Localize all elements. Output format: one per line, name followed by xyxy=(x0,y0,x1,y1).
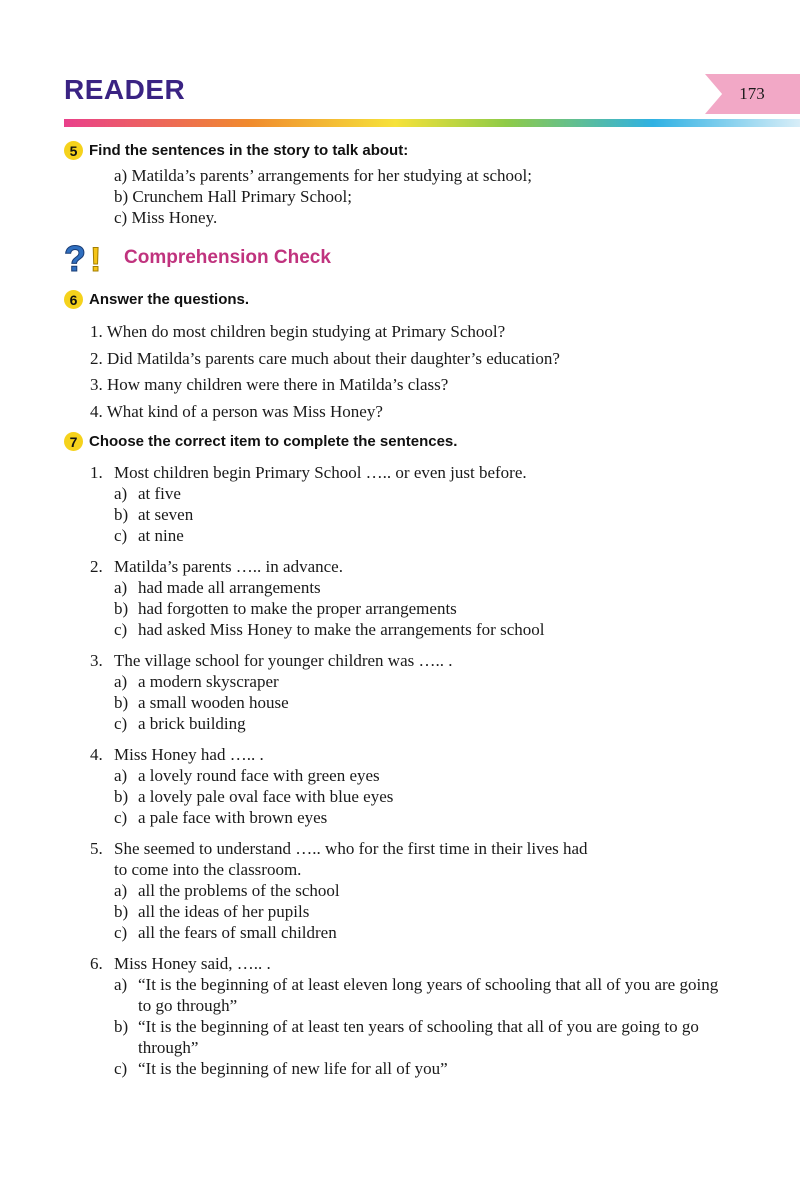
option-text: had asked Miss Honey to make the arrangements for school xyxy=(138,620,545,639)
item-stem: Miss Honey said, ….. . xyxy=(114,954,271,973)
exercise-7-item-2 xyxy=(90,556,750,640)
item-number: 6. xyxy=(90,954,103,973)
option-letter: a) xyxy=(114,766,128,785)
question-item: 2. Did Matilda’s parents care much about their daughter’s education? xyxy=(90,348,560,368)
option-letter: b) xyxy=(114,505,129,524)
option-letter: c) xyxy=(114,714,128,733)
question-item: 3. How many children were there in Matilda’s class? xyxy=(90,375,449,394)
exercise-7-item-6 xyxy=(90,953,750,1079)
question-item: 1. When do most children begin studying at Primary School? xyxy=(90,322,506,341)
svg-text:!: ! xyxy=(90,241,102,276)
option-letter: c) xyxy=(114,923,128,942)
option-text: all the ideas of her pupils xyxy=(138,902,310,921)
exercise-5-heading xyxy=(64,141,408,160)
list-item: a) Matilda’s parents’ arrangements for her studying at school; xyxy=(114,166,532,185)
option-letter: b) xyxy=(114,599,129,618)
item-stem: Miss Honey had ….. . xyxy=(114,745,264,764)
option-letter: b) xyxy=(114,902,129,921)
option-text: a lovely pale oval face with blue eyes xyxy=(138,787,394,806)
exercise-number-badge: 5 xyxy=(64,141,83,160)
item-number: 2. xyxy=(90,557,103,576)
item-number: 4. xyxy=(90,745,103,764)
option-letter: b) xyxy=(114,1017,129,1036)
option-letter: c) xyxy=(114,1059,128,1078)
exercise-instruction: Choose the correct item to complete the sentences. xyxy=(89,433,458,450)
svg-text:?: ? xyxy=(64,240,86,276)
option-text: “It is the beginning of at least eleven long years of schooling that all of you are going to go through” xyxy=(138,975,719,1015)
exercise-6-list xyxy=(90,319,560,425)
option-letter: b) xyxy=(114,693,129,712)
question-exclamation-icon xyxy=(64,240,114,276)
page-header-title: READER xyxy=(64,74,186,105)
exercise-7-item-5 xyxy=(90,838,750,943)
option-text: a pale face with brown eyes xyxy=(138,808,328,827)
exercise-5-list xyxy=(114,165,532,228)
option-text: a lovely round face with green eyes xyxy=(138,766,380,785)
item-number: 1. xyxy=(90,463,103,482)
option-text: at nine xyxy=(138,526,184,545)
exercise-7-item-3 xyxy=(90,650,750,734)
page-number: 173 xyxy=(739,84,765,103)
option-letter: a) xyxy=(114,672,128,691)
comprehension-check-title: Comprehension Check xyxy=(124,247,331,268)
comprehension-check-heading xyxy=(64,240,331,276)
exercise-number-badge: 7 xyxy=(64,432,83,451)
option-letter: b) xyxy=(114,787,129,806)
item-stem: Most children begin Primary School ….. or even just before. xyxy=(114,463,527,482)
option-letter: a) xyxy=(114,881,128,900)
option-text: all the fears of small children xyxy=(138,923,337,942)
option-letter: c) xyxy=(114,526,128,545)
item-number: 5. xyxy=(90,839,103,858)
item-stem: The village school for younger children was ….. . xyxy=(114,651,453,670)
exercise-6-heading xyxy=(64,290,249,309)
item-stem: She seemed to understand ….. who for the first time in their lives had to come into the classroom. xyxy=(114,839,588,879)
exercise-7-item-1 xyxy=(90,462,750,546)
list-item: c) Miss Honey. xyxy=(114,208,218,227)
item-number: 3. xyxy=(90,651,103,670)
exercise-instruction: Answer the questions. xyxy=(89,291,250,308)
option-text: a small wooden house xyxy=(138,693,289,712)
list-item: b) Crunchem Hall Primary School; xyxy=(114,187,352,206)
option-letter: a) xyxy=(114,484,128,503)
option-text: “It is the beginning of new life for all of you” xyxy=(138,1059,448,1078)
option-text: “It is the beginning of at least ten years of schooling that all of you are going to go through” xyxy=(138,1017,699,1057)
option-text: at five xyxy=(138,484,181,503)
exercise-number-badge: 6 xyxy=(64,290,83,309)
option-text: had forgotten to make the proper arrangements xyxy=(138,599,457,618)
exercise-instruction: Find the sentences in the story to talk about: xyxy=(89,142,409,159)
item-stem: Matilda’s parents ….. in advance. xyxy=(114,557,343,576)
option-letter: a) xyxy=(114,975,128,994)
option-letter: c) xyxy=(114,620,128,639)
question-item: 4. What kind of a person was Miss Honey? xyxy=(90,401,383,421)
option-text: a modern skyscraper xyxy=(138,672,279,691)
rainbow-divider xyxy=(64,119,800,127)
exercise-7-item-4 xyxy=(90,744,750,828)
option-text: at seven xyxy=(138,505,194,524)
option-letter: a) xyxy=(114,578,128,597)
option-text: had made all arrangements xyxy=(138,578,321,597)
option-text: all the problems of the school xyxy=(138,881,340,900)
exercise-7-heading xyxy=(64,432,457,451)
option-letter: c) xyxy=(114,808,128,827)
option-text: a brick building xyxy=(138,714,246,733)
